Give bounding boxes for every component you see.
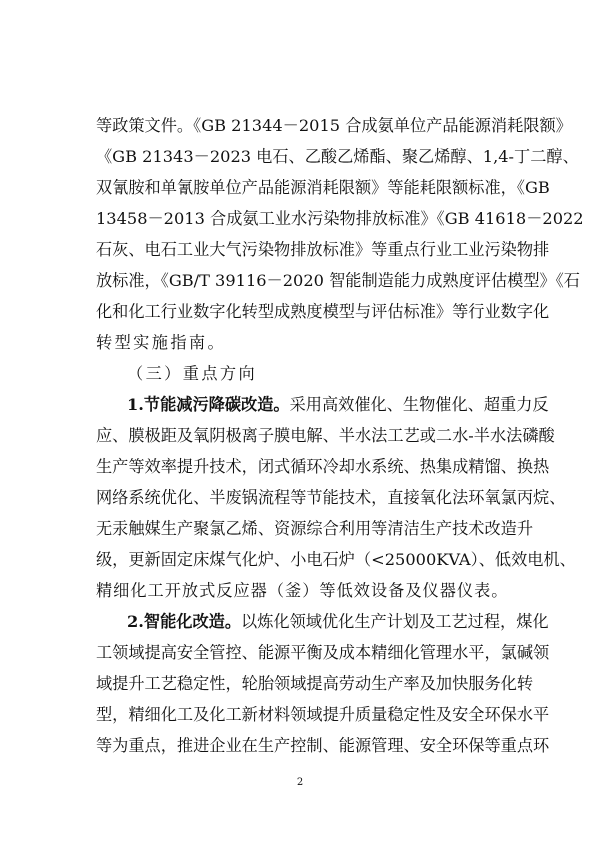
section-heading: （三）重点方向 <box>127 364 258 383</box>
paragraph-line: 精细化工开放式反应器（釜）等低效设备及仪器仪表。 <box>96 581 509 600</box>
item-1-text: 采用高效催化、生物催化、超重力反 <box>289 395 549 414</box>
paragraph-line: 生产等效率提升技术，闭式循环冷却水系统、热集成精馏、换热 <box>96 457 550 476</box>
paragraph-line: 《GB 21343－2023 电石、乙酸乙烯酯、聚乙烯醇、1,4-丁二醇、 <box>96 147 579 166</box>
paragraph-line: 无汞触媒生产聚氯乙烯、资源综合利用等清洁生产技术改造升 <box>96 519 534 538</box>
item-1-first-line <box>127 395 549 415</box>
paragraph-line: 13458－2013 合成氨工业水污染物排放标准》《GB 41618－2022 <box>96 209 584 228</box>
paragraph-line: 等为重点，推进企业在生产控制、能源管理、安全环保等重点环 <box>96 736 550 755</box>
paragraph-line: 域提升工艺稳定性，轮胎领域提高劳动生产率及加快服务化转 <box>96 674 534 693</box>
paragraph-line: 网络系统优化、半废锅流程等节能技术，直接氧化法环氧氯丙烷、 <box>96 488 566 507</box>
item-2-first-line <box>127 612 549 632</box>
item-1-title: 1.节能减污降碳改造。 <box>127 395 290 414</box>
paragraph-line: 化和化工行业数字化转型成熟度模型与评估标准》等行业数字化 <box>96 302 550 321</box>
paragraph-line: 放标准，《GB/T 39116－2020 智能制造能力成熟度评估模型》《石 <box>96 271 580 290</box>
paragraph-line: 石灰、电石工业大气污染物排放标准》等重点行业工业污染物排 <box>96 240 550 259</box>
paragraph-line: 型，精细化工及化工新材料领域提升质量稳定性及安全环保水平 <box>96 705 550 724</box>
item-2-title: 2.智能化改造。 <box>127 612 242 631</box>
paragraph-line: 级，更新固定床煤气化炉、小电石炉（<25000KVA）、低效电机、 <box>96 550 576 569</box>
page-number: 2 <box>296 777 304 788</box>
item-2-text: 以炼化领域优化生产计划及工艺过程，煤化 <box>241 612 549 631</box>
paragraph-line: 等政策文件。《GB 21344－2015 合成氨单位产品能源消耗限额》 <box>96 116 572 135</box>
paragraph-line: 双氰胺和单氰胺单位产品能源消耗限额》等能耗限额标准，《GB <box>96 178 550 197</box>
paragraph-line: 应、膜极距及氧阴极离子膜电解、半水法工艺或二水-半水法磷酸 <box>96 426 555 445</box>
paragraph-line: 转型实施指南。 <box>96 333 227 352</box>
paragraph-line: 工领域提高安全管控、能源平衡及成本精细化管理水平，氯碱领 <box>96 643 550 662</box>
